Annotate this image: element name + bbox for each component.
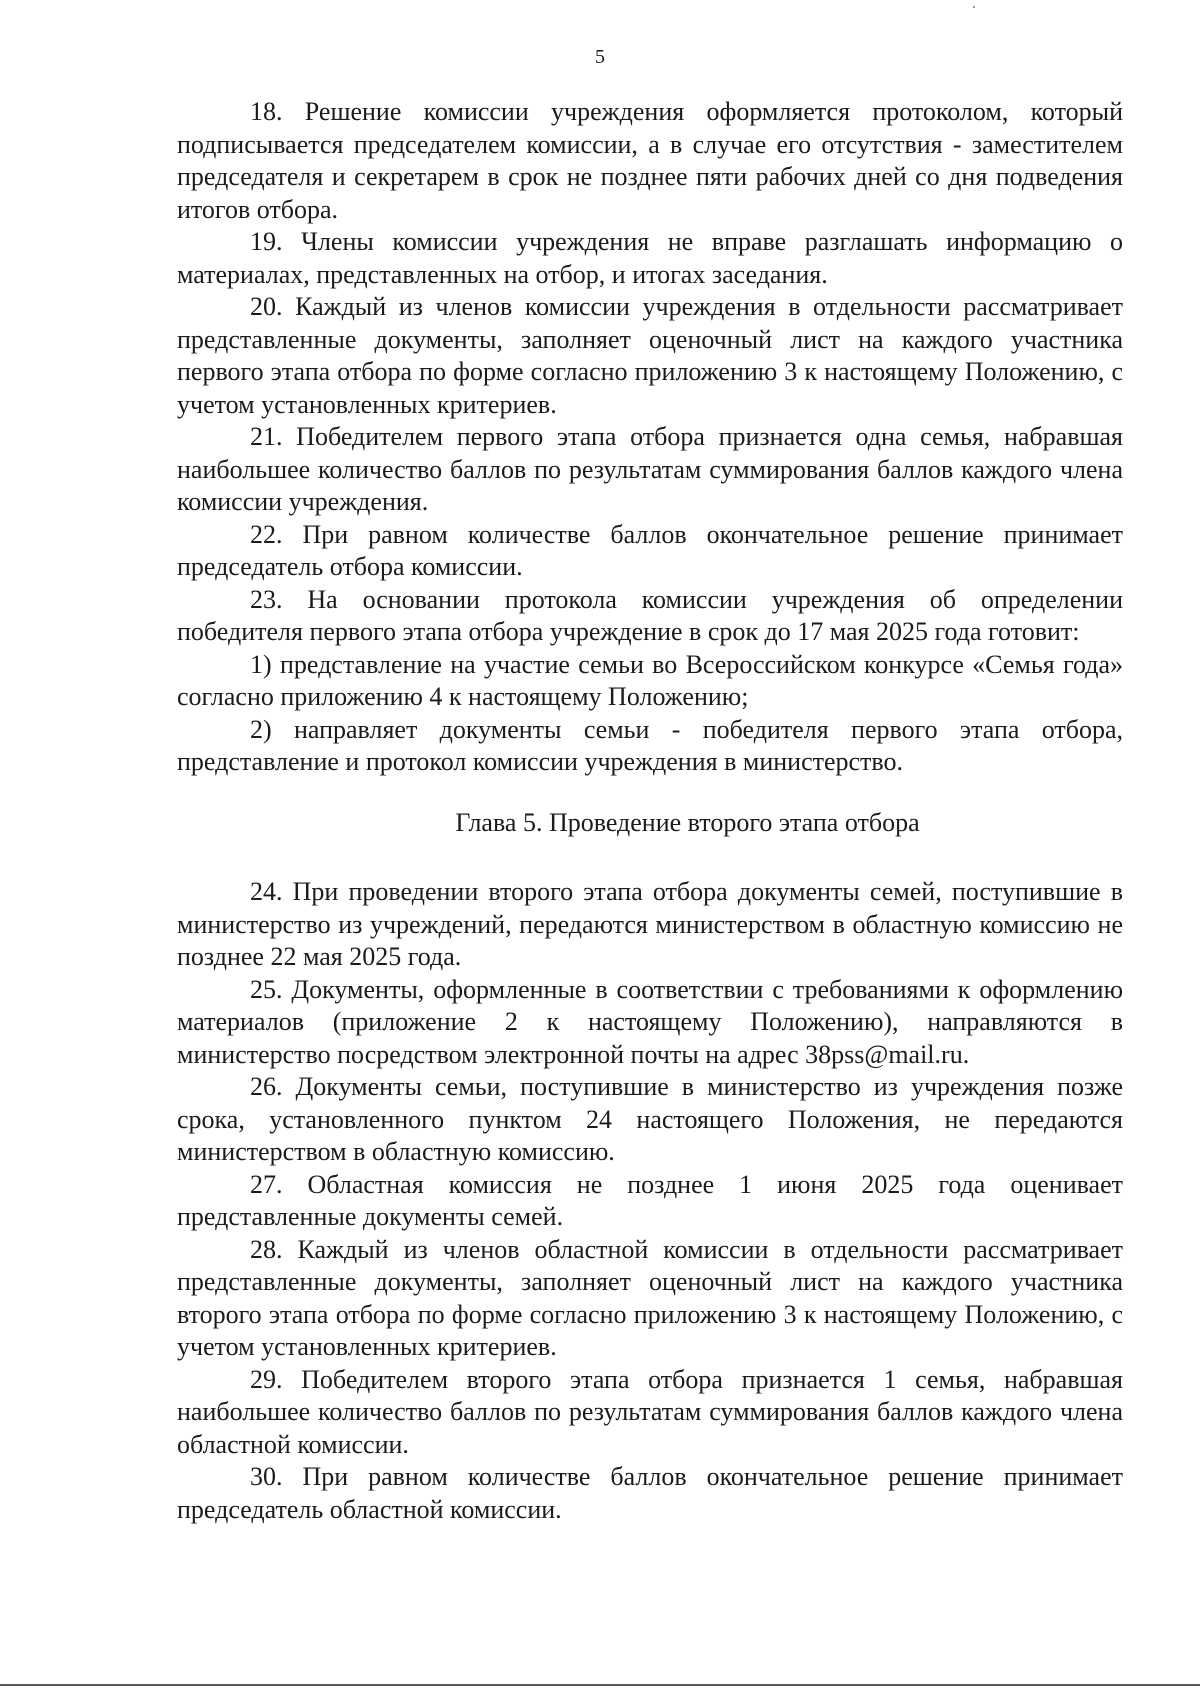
- chapter-heading: Глава 5. Проведение второго этапа отбора: [455, 807, 920, 837]
- paragraph-18: 18. Решение комиссии учреждения оформляется протоколом, который подписывается председателем комиссии, а в случае его отсутствия - заместителем председателя и секретарем в срок не позднее пяти рабочих дней со дня подведения итогов отбора.: [177, 97, 1123, 224]
- paragraph-26: 26. Документы семьи, поступившие в министерство из учреждения позже срока, установленного пунктом 24 настоящего Положения, не передаются министерством в областную комиссию.: [177, 1072, 1123, 1166]
- page-number: 5: [595, 46, 605, 68]
- paragraph-21: 21. Победителем первого этапа отбора признается одна семья, набравшая наибольшее количество баллов по результатам суммирования баллов каждого члена комиссии учреждения.: [177, 422, 1123, 516]
- paragraph-28: 28. Каждый из членов областной комиссии в отдельности рассматривает представленные документы, заполняет оценочный лист на каждого участника второго этапа отбора по форме согласно приложению 3 к настоящему Положению, с учетом установленных критериев.: [177, 1234, 1123, 1361]
- document-body: [177, 96, 1123, 1526]
- paragraph-20: 20. Каждый из членов комиссии учреждения в отдельности рассматривает представленные документы, заполняет оценочный лист на каждого участника первого этапа отбора по форме согласно приложению 3 к настоящему Положению, с учетом установленных критериев.: [177, 292, 1123, 419]
- paragraph-30: 30. При равном количестве баллов окончательное решение принимает председатель областной комиссии.: [177, 1462, 1123, 1524]
- paragraph-19: 19. Члены комиссии учреждения не вправе разглашать информацию о материалах, представленных на отбор, и итогах заседания.: [177, 227, 1123, 289]
- paragraph-24: 24. При проведении второго этапа отбора документы семей, поступившие в министерство из учреждений, передаются министерством в областную комиссию не позднее 22 мая 2025 года.: [177, 877, 1123, 971]
- paragraph-29: 29. Победителем второго этапа отбора признается 1 семья, набравшая наибольшее количество баллов по результатам суммирования баллов каждого члена областной комиссии.: [177, 1364, 1123, 1459]
- paragraph-23: 23. На основании протокола комиссии учреждения об определении победителя первого этапа отбора учреждение в срок до 17 мая 2025 года готовит:: [177, 584, 1123, 646]
- paragraph-23-item-1: 1) представление на участие семьи во Всероссийском конкурсе «Семья года» согласно приложению 4 к настоящему Положению;: [177, 649, 1123, 711]
- paragraph-27: 27. Областная комиссия не позднее 1 июня 2025 года оценивает представленные документы семей.: [177, 1169, 1123, 1231]
- scan-speck: [973, 6, 975, 8]
- paragraph-23-item-2: 2) направляет документы семьи - победителя первого этапа отбора, представление и протокол комиссии учреждения в министерство.: [177, 714, 1123, 776]
- paragraph-25: 25. Документы, оформленные в соответствии с требованиями к оформлению материалов (приложение 2 к настоящему Положению), направляются в министерство посредством электронной почты на адрес 38pss@mail.ru.: [177, 974, 1123, 1069]
- bottom-border-line: [0, 1684, 1200, 1686]
- paragraph-22: 22. При равном количестве баллов окончательное решение принимает председатель отбора комиссии.: [177, 519, 1123, 581]
